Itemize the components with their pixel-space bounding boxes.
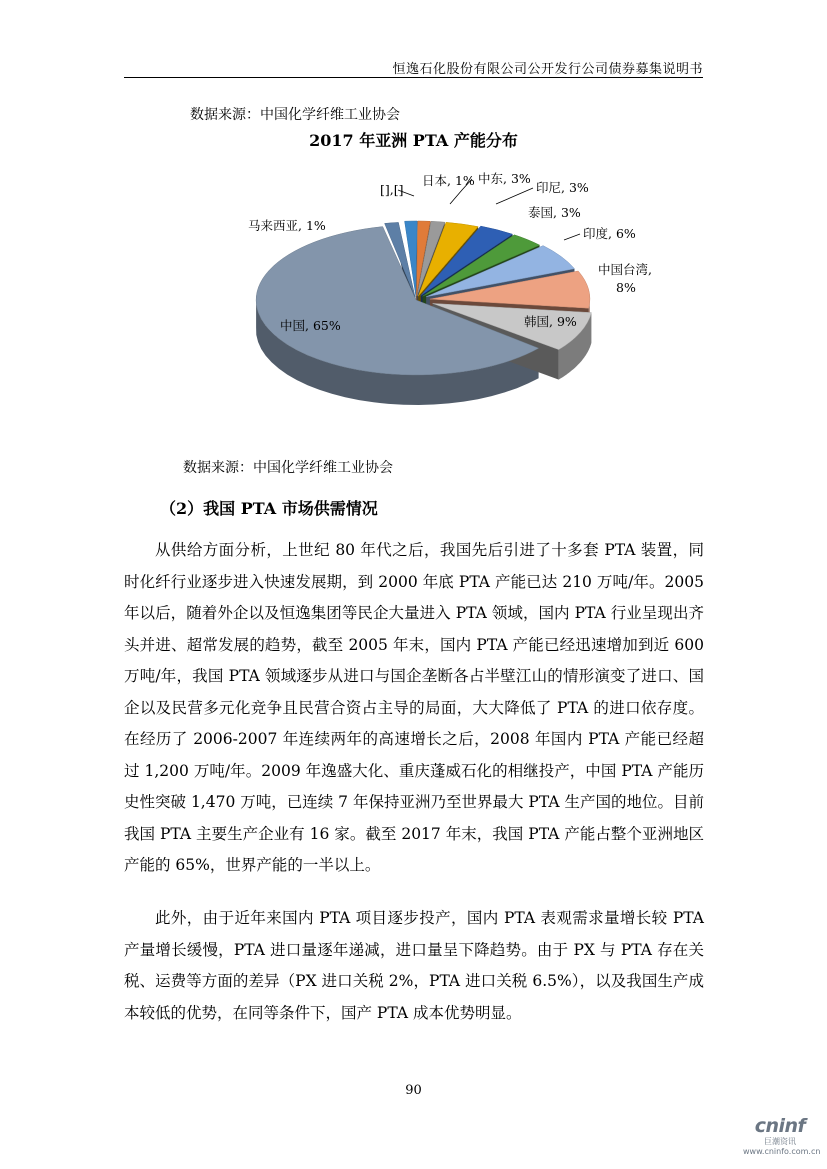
document-header: 恒逸石化股份有限公司公开发行公司债券募集说明书 [392,62,703,77]
source-note-top: 数据来源：中国化学纤维工业协会 [190,107,400,123]
pie-label: 中国台湾, [598,262,652,277]
pie-leader-line [564,234,580,240]
logo-url: www.cninfo.com.cn [743,1147,821,1156]
section-title: （2）我国 PTA 市场供需情况 [160,499,378,518]
pie-label: 韩国, 9% [524,314,577,329]
pie-label: 印度, 6% [583,226,636,241]
source-note-bottom: 数据来源：中国化学纤维工业协会 [183,460,393,476]
header-rule [124,77,703,78]
pie-label: 泰国, 3% [528,205,581,220]
cninfo-logo [743,1115,821,1156]
paragraph-demand: 此外，由于近年来国内 PTA 项目逐步投产，国内 PTA 表观需求量增长较 PTA 产量增长缓慢，PTA 进口量逐年递减，进口量呈下降趋势。由于 PX 与 PTA 存在关税、运费等方面的差异（PX 进口关税 2%，PTA 进口关税 6.5%），以及我国生产成本较低的优势，在同等条件下，国产 PTA 成本优势明显。 [124,909,704,1022]
page-number: 90 [405,1083,422,1098]
logo-wordmark: cninf [754,1115,806,1137]
chart-title: 2017 年亚洲 PTA 产能分布 [309,131,518,150]
pie-label: 印尼, 3% [536,180,589,195]
pie-label: 中国, 65% [280,318,341,333]
pie-label: 日本, 1% [422,173,475,188]
pie-leader-line [496,188,533,204]
pie-label: [],[] [380,182,404,197]
pie-label: 马来西亚, 1% [248,218,326,233]
pie-label: 中东, 3% [478,171,531,186]
paragraph-supply: 从供给方面分析，上世纪 80 年代之后，我国先后引进了十多套 PTA 装置，同时化纤行业逐步进入快速发展期，到 2000 年底 PTA 产能已达 210 万吨/年。2005 年以后，随着外企以及恒逸集团等民企大量进入 PTA 领域，国内 PTA 行业呈现出齐头并进、超常发展的趋势，截至 2005 年末，国内 PTA 产能已经迅速增加到近 600 万吨/年，我国 PTA 领域逐步从进口与国企垄断各占半壁江山的情形演变了进口、国企以及民营多元化竞争且民营合资占主导的局面，大大降低了 PTA 的进口依存度。在经历了 2006-2007 年连续两年的高速增长之后，2008 年国内 PTA 产能已经超过 1,200 万吨/年。2009 年逸盛大化、重庆蓬威石化的相继投产，中国 PTA 产能历史性突破 1,470 万吨，已连续 7 年保持亚洲乃至世界最大 PTA 生产国的地位。目前我国 PTA 主要生产企业有 16 家。截至 2017 年末，我国 PTA 产能占整个亚洲地区产能的 65%，世界产能的一半以上。 [124,541,704,874]
pie-label: 8% [616,280,636,295]
logo-subtitle: 巨潮资讯 [764,1137,796,1146]
pie-chart [200,160,652,420]
